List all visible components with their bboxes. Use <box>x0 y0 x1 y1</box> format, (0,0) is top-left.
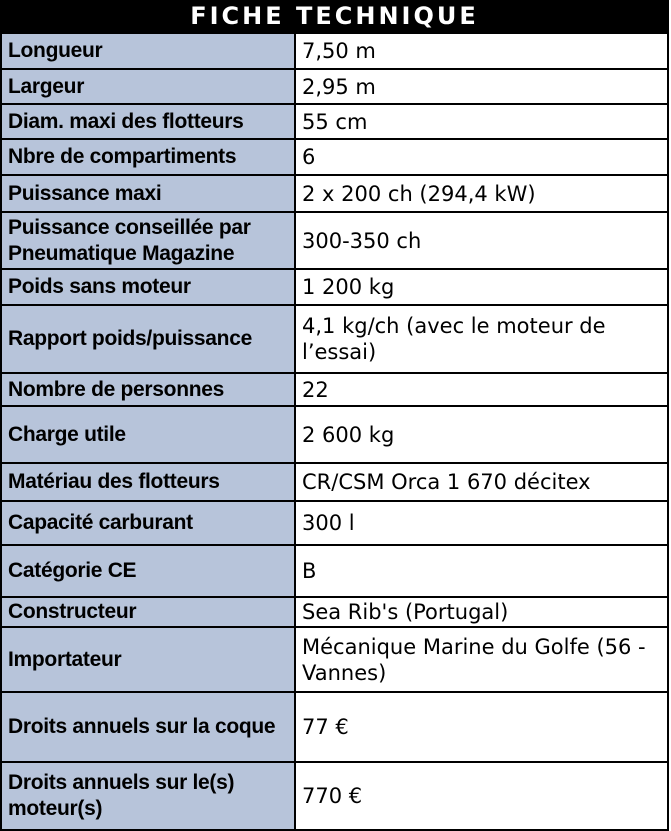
row-label: Nbre de compartiments <box>1 139 295 175</box>
row-label: Matériau des flotteurs <box>1 463 295 501</box>
row-label: Importateur <box>1 627 295 692</box>
table-row <box>1 463 668 501</box>
row-label: Nombre de personnes <box>1 373 295 406</box>
row-value: 2,95 m <box>295 69 668 104</box>
row-value: CR/CSM Orca 1 670 décitex <box>295 463 668 501</box>
spec-table <box>0 32 669 831</box>
row-value: Sea Rib's (Portugal) <box>295 597 668 627</box>
row-value: 1 200 kg <box>295 269 668 305</box>
row-value: 22 <box>295 373 668 406</box>
row-label: Poids sans moteur <box>1 269 295 305</box>
row-label: Droits annuels sur le(s) moteur(s) <box>1 762 295 830</box>
row-label: Diam. maxi des flotteurs <box>1 104 295 139</box>
row-label: Puissance conseillée par Pneumatique Magazine <box>1 212 295 269</box>
table-row <box>1 175 668 212</box>
table-row <box>1 212 668 269</box>
table-row <box>1 406 668 463</box>
row-label: Charge utile <box>1 406 295 463</box>
sheet-title: FICHE TECHNIQUE <box>0 0 669 32</box>
table-row <box>1 627 668 692</box>
table-row <box>1 545 668 597</box>
row-value: 77 € <box>295 692 668 762</box>
row-value: 55 cm <box>295 104 668 139</box>
table-row <box>1 33 668 69</box>
table-row <box>1 762 668 830</box>
row-value: B <box>295 545 668 597</box>
row-value: 770 € <box>295 762 668 830</box>
row-value: 300 l <box>295 501 668 545</box>
table-row <box>1 373 668 406</box>
row-label: Largeur <box>1 69 295 104</box>
row-label: Catégorie CE <box>1 545 295 597</box>
row-value: 7,50 m <box>295 33 668 69</box>
table-row <box>1 104 668 139</box>
table-row <box>1 597 668 627</box>
row-value: Mécanique Marine du Golfe (56 - Vannes) <box>295 627 668 692</box>
row-value: 300-350 ch <box>295 212 668 269</box>
table-row <box>1 269 668 305</box>
table-row <box>1 69 668 104</box>
row-label: Constructeur <box>1 597 295 627</box>
row-value: 6 <box>295 139 668 175</box>
row-value: 2 x 200 ch (294,4 kW) <box>295 175 668 212</box>
row-label: Puissance maxi <box>1 175 295 212</box>
row-value: 2 600 kg <box>295 406 668 463</box>
table-row <box>1 501 668 545</box>
row-label: Rapport poids/puissance <box>1 305 295 373</box>
table-row <box>1 139 668 175</box>
table-row <box>1 692 668 762</box>
row-value: 4,1 kg/ch (avec le moteur de l’essai) <box>295 305 668 373</box>
row-label: Capacité carburant <box>1 501 295 545</box>
table-row <box>1 305 668 373</box>
row-label: Droits annuels sur la coque <box>1 692 295 762</box>
row-label: Longueur <box>1 33 295 69</box>
